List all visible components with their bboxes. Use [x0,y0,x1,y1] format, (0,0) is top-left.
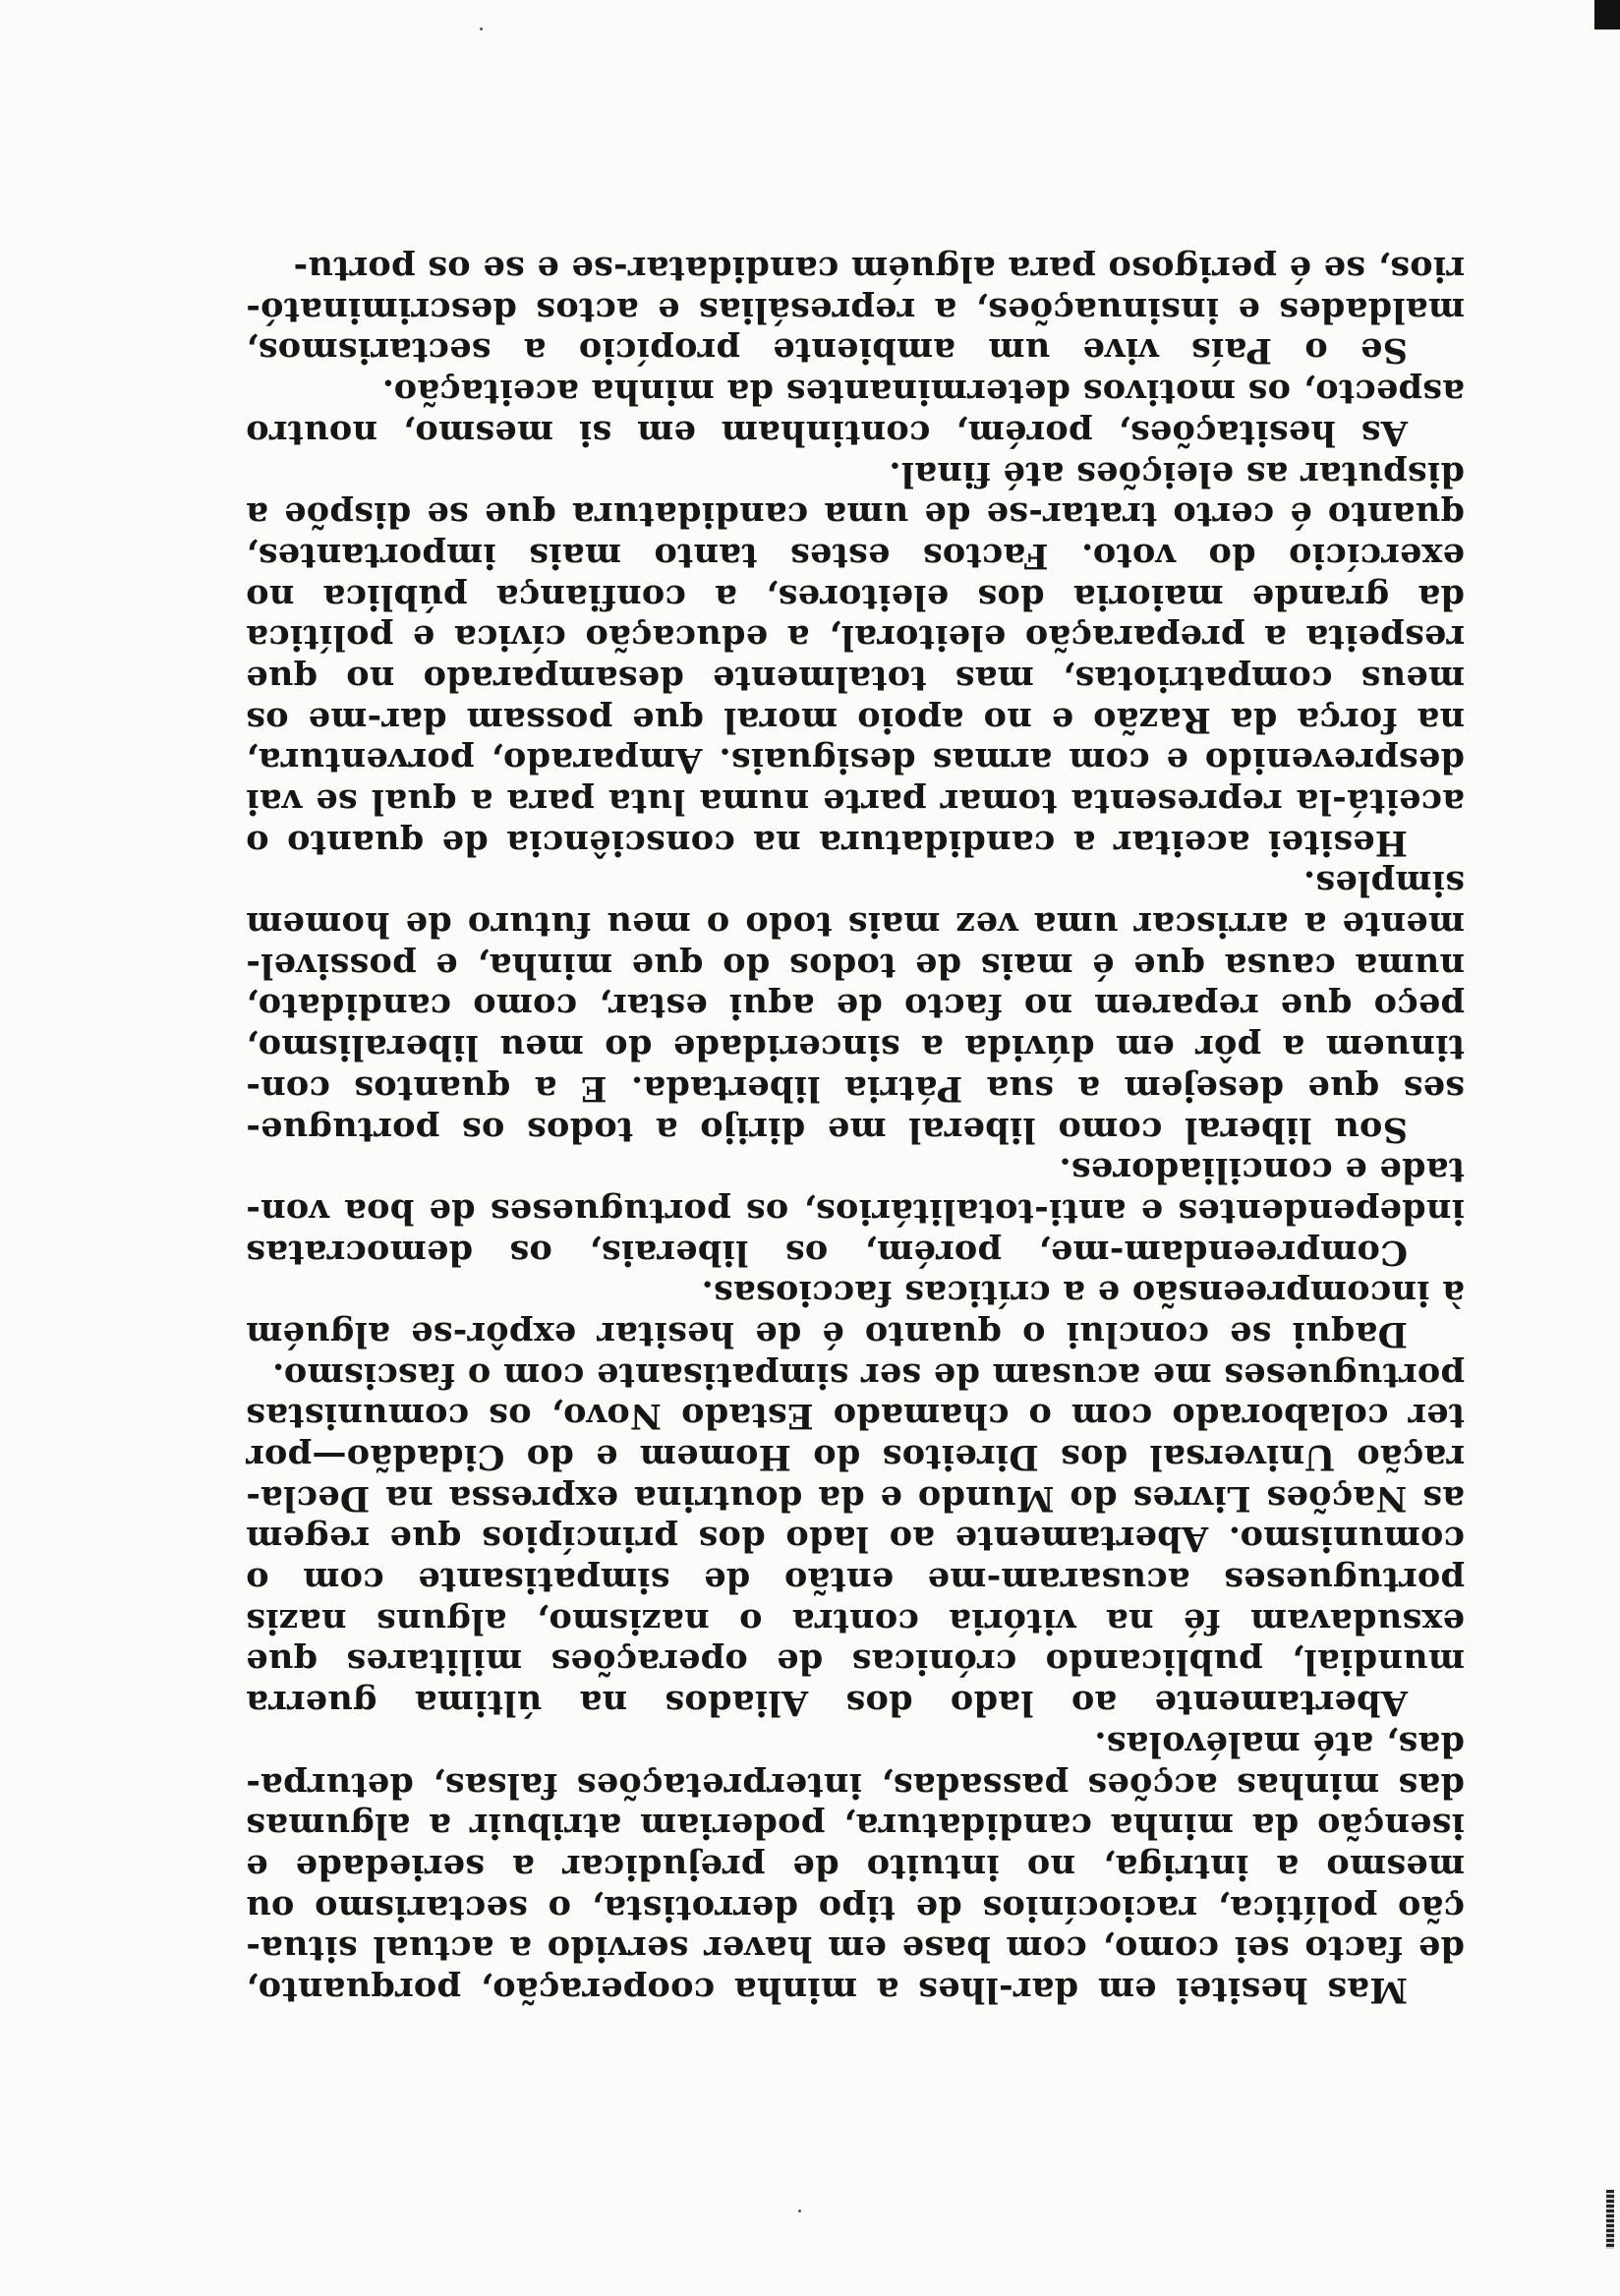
text-line: Hesitei aceitar a candidatura na consciência de quanto o [246,822,1408,863]
text-line: das minhas acções passadas, interpretações falsas, deturpa- [246,1764,1465,1806]
text-line: exercício do voto. Factos estes tanto mais importantes, [246,535,1465,576]
text-line: mesmo a intriga, no intuito de prejudicar a seriedade e [246,1846,1465,1887]
text-line: das, até malévolas. [1093,1723,1465,1764]
document-body [246,152,1465,2010]
text-line: ter colaborado com o chamado Estado Novo, os comunistas [246,1396,1465,1437]
text-line: respeita a preparação eleitoral, a educação cívica e política [246,617,1465,659]
text-line: disputar as eleições até final. [889,453,1465,494]
paragraph [246,1354,1465,1723]
text-line: simples. [1302,863,1465,904]
text-line: comunismo. Abertamente ao lado dos princípios que regem [246,1519,1465,1560]
text-line: à incompreensão e a críticas facciosas. [701,1273,1465,1314]
text-line: rios, se é perigoso para alguém candidatar-se e se os portu- [293,249,1465,290]
text-line: ção política, raciocínios de tipo derrotista, o sectarismo ou [246,1887,1465,1928]
text-line: independentes e anti-totalitários, os portugueses de boa von- [246,1190,1465,1232]
text-line: na força da Razão e no apoio moral que possam dar-me os [246,699,1465,740]
paragraph [246,1273,1465,1354]
paragraph [246,453,1465,863]
text-line: Sou liberal como liberal me dirijo a todos os portugue- [246,1109,1408,1150]
text-line: ses que desejem a sua Pátria libertada. E a quantos con- [246,1067,1465,1109]
text-line: aspecto, os motivos determinantes da minha aceitação. [381,372,1465,413]
scan-speck [480,28,483,30]
text-line: numa causa que é mais de todos do que minha, e possivel- [246,945,1465,986]
scan-speck [798,2210,801,2212]
text-line: Daqui se conclui o quanto é de hesitar expôr-se alguém [246,1314,1408,1354]
text-line: mente a arriscar uma vez mais todo o meu futuro de homem [246,904,1465,946]
text-line: tinuem a pôr em dúvida a sinceridade do meu liberalismo, [246,1027,1465,1068]
text-line: aceitá-la representa tomar parte numa luta para a qual se vai [246,781,1465,823]
text-line: Se o País vive um ambiente propício a sectarismos, [246,330,1408,372]
text-line: mundial, publicando crónicas de operações militares que [246,1641,1465,1683]
scan-corner-mark [1594,0,1620,29]
text-line: maldades e insinuações, a represálias e actos descriminató- [246,289,1465,330]
text-line: tade e conciliadores. [1059,1150,1465,1191]
text-line: desprevenido e com armas desiguais. Amparado, porventura, [246,740,1465,781]
text-line: Abertamente ao lado dos Aliados na última guerra [246,1683,1408,1724]
text-line: da grande maioria dos eleitores, a confiança pública no [246,576,1465,617]
text-line: Mas hesitei em dar-lhes a minha cooperação, porquanto, [246,1970,1408,2010]
text-line: exsudavam fé na vitória contra o nazismo, alguns nazis [246,1600,1465,1641]
text-line: peço que reparem no facto de aqui estar, como candidato, [246,986,1465,1027]
text-line: meus compatriotas, mas totalmente desamparado no que [246,659,1465,699]
text-line: ração Universal dos Direitos do Homem e do Cidadão—por [246,1437,1465,1478]
paragraph [246,863,1465,1150]
text-line: isenção da minha candidatura, poderiam atribuir a algumas [246,1806,1465,1847]
text-line: de facto sei como, com base em haver servido a actual situa- [246,1928,1465,1970]
text-line: quanto é certo tratar-se de uma candidatura que se dispõe a [246,494,1465,536]
scan-edge-artifact [1606,2190,1614,2249]
text-line: As hesitações, porém, continham em si mesmo, noutro [246,412,1408,453]
paragraph [246,372,1465,453]
paragraph [246,1150,1465,1273]
paragraph [246,248,1465,371]
text-line: portugueses acusaram-me então de simpatisante com o [246,1560,1465,1601]
text-line: portugueses me acusam de ser simpatisante com o fascismo. [271,1354,1465,1396]
text-line: as Nações Livres do Mundo e da doutrina expressa na Decla- [246,1477,1465,1519]
text-line: Compreendam-me, porém, os liberais, os democratas [246,1232,1408,1273]
paragraph [246,1723,1465,2010]
